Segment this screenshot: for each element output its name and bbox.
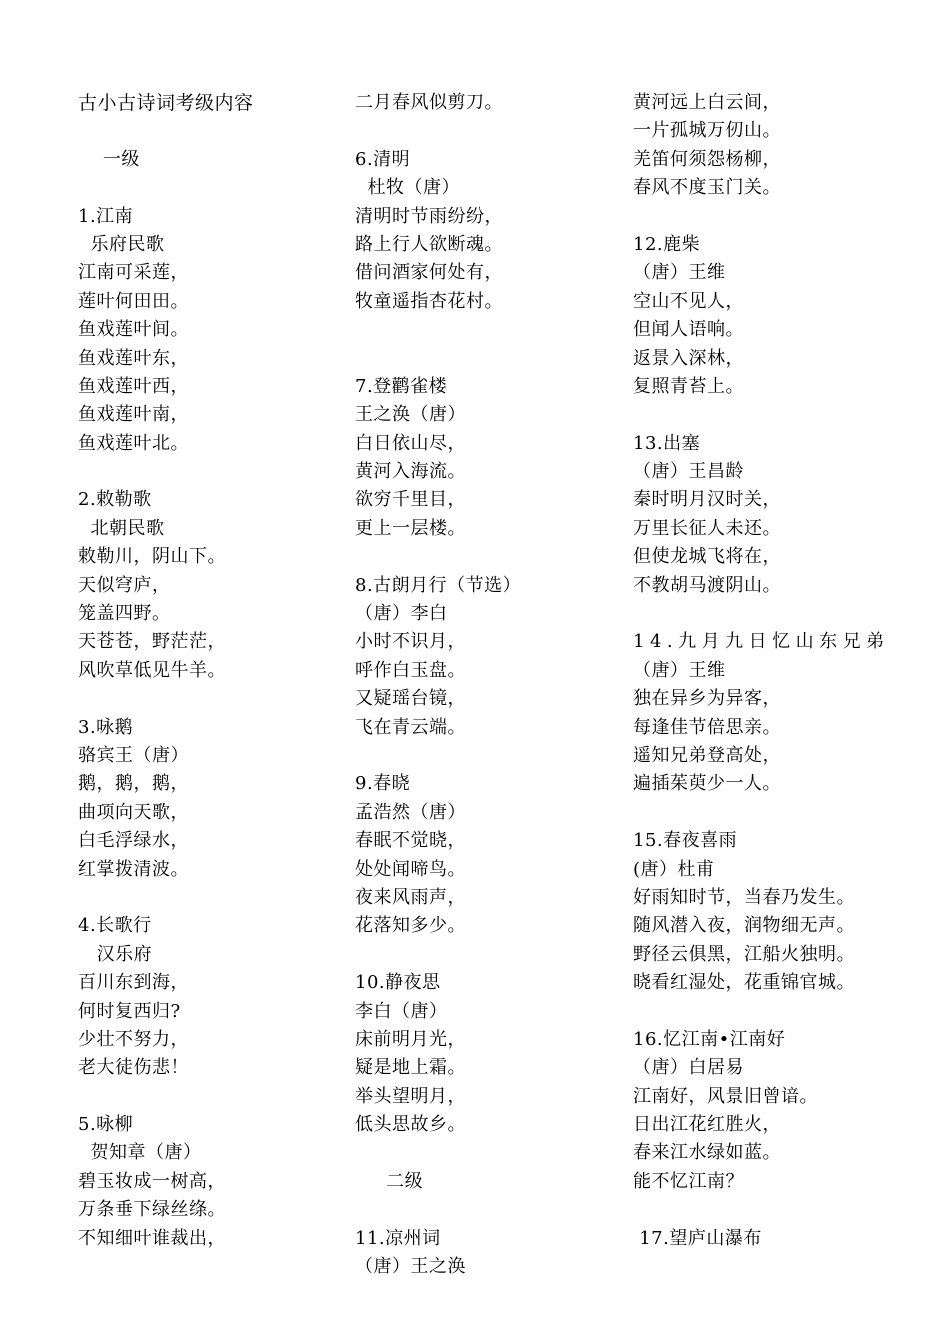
poem-line: 17.望庐山瀑布 xyxy=(633,1227,762,1249)
poem-line: 6.清明 xyxy=(355,148,411,170)
poem-line: 12.鹿柴 xyxy=(633,233,701,255)
poem-line: 鱼戏莲叶西， xyxy=(78,375,189,397)
poem-line: 王之涣（唐） xyxy=(355,404,466,426)
poem-line: 8.古朗月行（节选） xyxy=(355,574,522,596)
poem-line: 遍插茱萸少一人。 xyxy=(633,773,781,795)
poem-line: 一级 xyxy=(78,148,140,170)
poem-line: 老大徒伤悲！ xyxy=(78,1057,189,1079)
poem-line: (唐）杜甫 xyxy=(633,858,715,880)
poem-line: 14.九月九日忆山东兄弟 xyxy=(633,631,890,653)
poem-line: 晓看红湿处，花重锦官城。 xyxy=(633,972,855,994)
poem-line: 1.江南 xyxy=(78,205,134,227)
poem-line: 鹅，鹅，鹅， xyxy=(78,773,189,795)
poem-line: 3.咏鹅 xyxy=(78,716,134,738)
blank-line xyxy=(633,600,933,628)
poem-line: 又疑瑶台镜， xyxy=(355,688,466,710)
poem-line: 路上行人欲断魂。 xyxy=(355,233,503,255)
poem-line: 10.静夜思 xyxy=(355,972,441,994)
blank-line xyxy=(355,1139,615,1167)
poem-line: 11.凉州词 xyxy=(355,1227,441,1249)
poem-line: 天似穹庐， xyxy=(78,574,171,596)
poem-line: 不知细叶谁裁出， xyxy=(78,1227,226,1249)
poem-line: 孟浩然（唐） xyxy=(355,801,466,823)
blank-line xyxy=(355,345,615,373)
poem-line: 7.登鹳雀楼 xyxy=(355,375,448,397)
poem-line: 返景入深林， xyxy=(633,347,744,369)
poem-line: （唐）王之涣 xyxy=(355,1256,466,1278)
poem-line: （唐）王维 xyxy=(633,659,726,681)
poem-line: 百川东到海， xyxy=(78,972,189,994)
poem-line: 15.春夜喜雨 xyxy=(633,830,738,852)
poem-line: 一片孤城万仞山。 xyxy=(633,120,781,142)
poem-line: 欲穷千里目， xyxy=(355,489,466,511)
blank-line xyxy=(355,941,615,969)
poem-line: 笼盖四野。 xyxy=(78,603,171,625)
poem-line: 小时不识月， xyxy=(355,631,466,653)
blank-line xyxy=(78,117,338,145)
poem-line: 能不忆江南？ xyxy=(633,1170,744,1192)
poem-line: 秦时明月汉时关， xyxy=(633,489,781,511)
poem-line: 遥知兄弟登高处， xyxy=(633,744,781,766)
poem-line: 床前明月光， xyxy=(355,1028,466,1050)
blank-line xyxy=(355,742,615,770)
poem-line: 花落知多少。 xyxy=(355,915,466,937)
poem-line: 黄河入海流。 xyxy=(355,461,466,483)
poem-line: 飞在青云端。 xyxy=(355,716,466,738)
poem-line: 借问酒家何处有， xyxy=(355,262,503,284)
poem-line: 莲叶何田田。 xyxy=(78,290,189,312)
poem-line: 9.春晓 xyxy=(355,773,411,795)
blank-line xyxy=(355,117,615,145)
poem-line: 黄河远上白云间， xyxy=(633,92,781,113)
poem-line: 16.忆江南•江南好 xyxy=(633,1028,786,1050)
poem-line: 乐府民歌 xyxy=(78,233,165,255)
poem-line: 春来江水绿如蓝。 xyxy=(633,1142,781,1164)
column-3 xyxy=(633,89,933,1253)
poem-line: 碧玉妆成一树高， xyxy=(78,1170,226,1192)
poem-line: 不教胡马渡阴山。 xyxy=(633,574,781,596)
poem-line: 鱼戏莲叶北。 xyxy=(78,432,189,454)
poem-line: 春风不度玉门关。 xyxy=(633,177,781,199)
poem-line: 空山不见人， xyxy=(633,290,744,312)
poem-line: 春眠不觉晓， xyxy=(355,830,466,852)
poem-line: 鱼戏莲叶南， xyxy=(78,404,189,426)
poem-line: 鱼戏莲叶东， xyxy=(78,347,189,369)
poem-line: 举头望明月， xyxy=(355,1085,466,1107)
poem-line: 牧童遥指杏花村。 xyxy=(355,290,503,312)
blank-line xyxy=(633,799,933,827)
poem-line: 羌笛何须怨杨柳， xyxy=(633,148,781,170)
poem-line: 随风潜入夜，润物细无声。 xyxy=(633,915,855,937)
blank-line xyxy=(633,401,933,429)
poem-line: （唐）王维 xyxy=(633,262,726,284)
poem-line: 日出江花红胜火， xyxy=(633,1114,781,1136)
poem-line: 处处闻啼鸟。 xyxy=(355,858,466,880)
poem-line: 红掌拨清波。 xyxy=(78,858,189,880)
poem-line: 万条垂下绿丝绦。 xyxy=(78,1199,226,1221)
poem-line: 呼作白玉盘。 xyxy=(355,659,466,681)
poem-line: 好雨知时节，当春乃发生。 xyxy=(633,886,855,908)
poem-line: 清明时节雨纷纷， xyxy=(355,205,503,227)
poem-line: 二月春风似剪刀。 xyxy=(355,92,503,113)
blank-line xyxy=(633,203,933,231)
poem-line: 夜来风雨声， xyxy=(355,886,466,908)
poem-line: 敕勒川，阴山下。 xyxy=(78,546,226,568)
poem-line: 杜牧（唐） xyxy=(355,177,460,199)
poem-line: 万里长征人未还。 xyxy=(633,517,781,539)
poem-line: 野径云俱黑，江船火独明。 xyxy=(633,943,855,965)
poem-line: 曲项向天歌， xyxy=(78,801,189,823)
blank-line xyxy=(633,998,933,1026)
poem-line: 北朝民歌 xyxy=(78,517,165,539)
blank-line xyxy=(78,1083,338,1111)
poem-line: 贺知章（唐） xyxy=(78,1142,202,1164)
blank-line xyxy=(78,174,338,202)
blank-line xyxy=(78,884,338,912)
poem-line: 李白（唐） xyxy=(355,1000,448,1022)
poem-line: 少壮不努力， xyxy=(78,1028,189,1050)
poem-line: 13.出塞 xyxy=(633,432,701,454)
poem-line: 复照青苔上。 xyxy=(633,375,744,397)
poem-line: 骆宾王（唐） xyxy=(78,744,189,766)
poem-line: 古小古诗词考级内容 xyxy=(78,92,254,114)
poem-line: 但闻人语响。 xyxy=(633,319,744,341)
poem-line: 白日依山尽， xyxy=(355,432,466,454)
blank-line xyxy=(78,458,338,486)
blank-line xyxy=(633,1196,933,1224)
poem-line: 疑是地上霜。 xyxy=(355,1057,466,1079)
column-1 xyxy=(78,89,338,1253)
poem-line: 白毛浮绿水， xyxy=(78,830,189,852)
poem-line: 更上一层楼。 xyxy=(355,517,466,539)
poem-line: 风吹草低见牛羊。 xyxy=(78,659,226,681)
poem-line: 低头思故乡。 xyxy=(355,1114,466,1136)
poem-line: 何时复西归? xyxy=(78,1000,181,1022)
poem-line: 天苍苍，野茫茫， xyxy=(78,631,226,653)
column-2 xyxy=(355,89,615,1281)
blank-line xyxy=(78,685,338,713)
poem-line: （唐）白居易 xyxy=(633,1057,744,1079)
poem-line: 汉乐府 xyxy=(78,943,153,965)
poem-line: 每逢佳节倍思亲。 xyxy=(633,716,781,738)
poem-line: 4.长歌行 xyxy=(78,915,152,937)
poem-line: （唐）王昌龄 xyxy=(633,461,744,483)
poem-line: 2.敕勒歌 xyxy=(78,489,152,511)
poem-line: （唐）李白 xyxy=(355,603,448,625)
blank-line xyxy=(355,543,615,571)
poem-line: 独在异乡为异客， xyxy=(633,688,781,710)
poem-line: 江南可采莲， xyxy=(78,262,189,284)
blank-line xyxy=(355,316,615,344)
blank-line xyxy=(355,1196,615,1224)
poem-line: 但使龙城飞将在， xyxy=(633,546,781,568)
poem-line: 鱼戏莲叶间。 xyxy=(78,319,189,341)
poem-line: 二级 xyxy=(355,1170,424,1192)
poem-line: 江南好，风景旧曾谙。 xyxy=(633,1085,818,1107)
poem-line: 5.咏柳 xyxy=(78,1114,134,1136)
